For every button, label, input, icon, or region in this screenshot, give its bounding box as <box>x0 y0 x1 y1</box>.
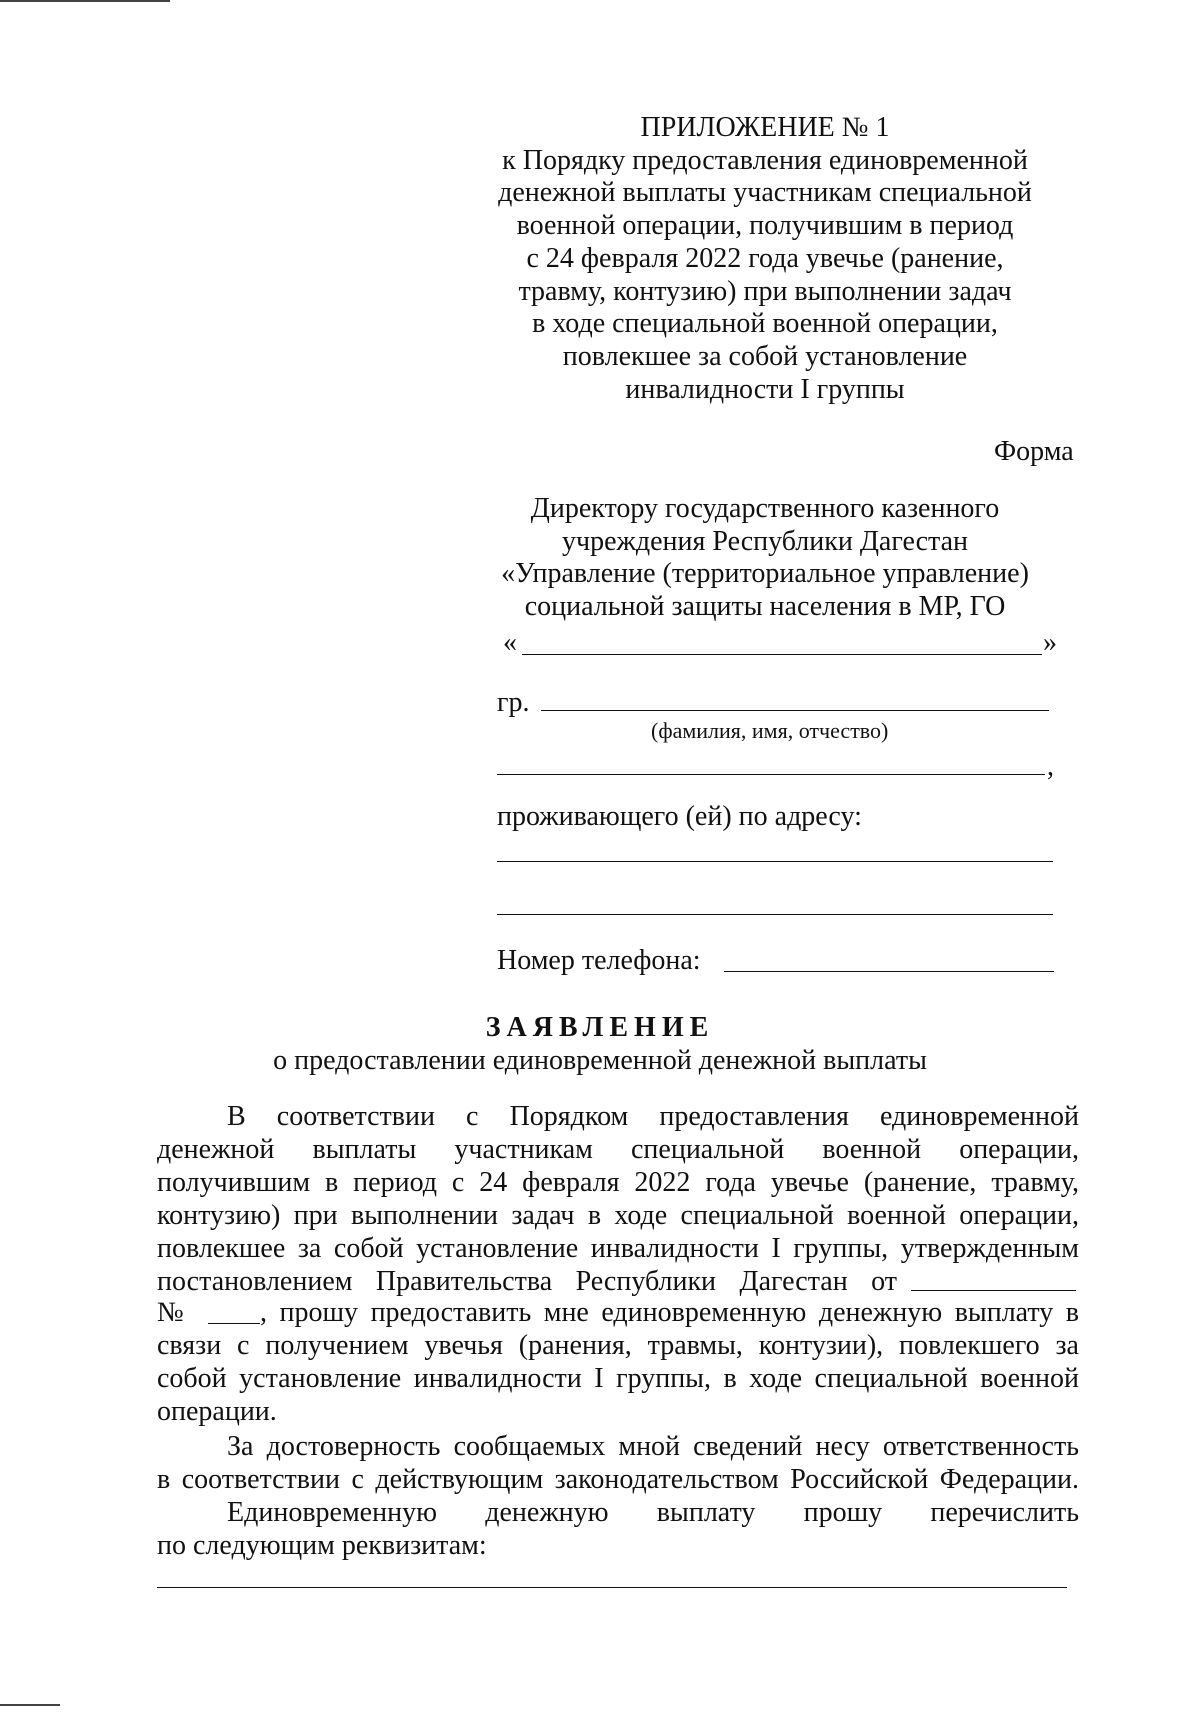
appendix-line: с 24 февраля 2022 года увечье (ранение, <box>526 242 1004 274</box>
addressee-line: учреждения Республики Дагестан <box>561 525 969 557</box>
paragraph-line: контузию) при выполнении задач в ходе специальной военной операции, <box>157 1200 1079 1231</box>
resolution-date-field[interactable] <box>911 1290 1076 1291</box>
paragraph-line: операции. <box>157 1396 277 1427</box>
addressee-line: «Управление (территориальное управление) <box>501 558 1029 589</box>
citizen-name-field-continued[interactable] <box>497 774 1045 775</box>
appendix-line: повлекшее за собой установление <box>562 340 968 372</box>
paragraph-line: получившим в период с 24 февраля 2022 года увечье (ранение, травму, <box>157 1167 1079 1198</box>
statement-paragraph-1 <box>157 1100 1079 1298</box>
paragraph-line: постановлением Правительства Республики Дагестан от <box>157 1266 897 1297</box>
statement-paragraph-1-cont <box>157 1329 1079 1428</box>
bank-details-field[interactable] <box>157 1587 1067 1588</box>
paragraph-line: связи с получением увечья (ранения, травмы, контузии), повлекшего за <box>157 1330 1079 1361</box>
statement-paragraph-2 <box>157 1430 1079 1496</box>
addressee-line: Директору государственного казенного <box>530 493 1000 524</box>
citizen-prefix: гр. <box>497 687 530 718</box>
scan-edge-mark <box>0 1704 60 1706</box>
paragraph-line: повлекшее за собой установление инвалидности I группы, утвержденным <box>157 1233 1079 1264</box>
statement-title: ЗАЯВЛЕНИЕ <box>485 1012 715 1043</box>
resolution-number-field[interactable] <box>208 1323 260 1324</box>
form-label: Форма <box>994 436 1074 467</box>
citizen-name-field[interactable] <box>541 710 1049 711</box>
appendix-line: травму, контузию) при выполнении задач <box>518 275 1012 307</box>
address-field-line-1[interactable] <box>497 861 1053 862</box>
paragraph-line: в соответствии с действующим законодательством Российской Федерации. <box>157 1464 1079 1495</box>
phone-label: Номер телефона: <box>497 945 701 976</box>
appendix-line: военной операции, получившим в период <box>516 210 1014 242</box>
address-label: проживающего (ей) по адресу: <box>497 801 862 832</box>
comma: , <box>1047 751 1054 782</box>
appendix-line: инвалидности I группы <box>625 373 905 405</box>
appendix-line: денежной выплаты участникам специальной <box>498 177 1032 209</box>
quote-open: « <box>503 627 517 658</box>
address-field-line-2[interactable] <box>497 914 1053 915</box>
addressee-line: социальной защиты населения в МР, ГО <box>524 590 1006 622</box>
paragraph-line: Единовременную денежную выплату прошу перечислить <box>227 1497 1079 1528</box>
appendix-line: в ходе специальной военной операции, <box>532 308 998 340</box>
scan-edge-mark <box>0 0 170 2</box>
statement-subtitle: о предоставлении единовременной денежной выплаты <box>273 1045 927 1076</box>
paragraph-line: денежной выплаты участникам специальной военной операции, <box>157 1134 1079 1165</box>
statement-paragraph-3 <box>157 1496 1079 1562</box>
paragraph-line: За достоверность сообщаемых мной сведений несу ответственность <box>227 1431 1079 1462</box>
paragraph-line: В соответствии с Порядком предоставления единовременной <box>227 1101 1079 1132</box>
appendix-title: ПРИЛОЖЕНИЕ № 1 <box>640 112 890 143</box>
paragraph-line: собой установление инвалидности I группы, в ходе специальной военной <box>157 1363 1079 1394</box>
addressee-block <box>480 493 1050 623</box>
name-caption: (фамилия, имя, отчество) <box>651 718 889 743</box>
paragraph-line: по следующим реквизитам: <box>157 1530 487 1561</box>
resolution-number-prefix: № <box>157 1297 184 1328</box>
appendix-line: к Порядку предоставления единовременной <box>502 144 1028 176</box>
paragraph-line: , прошу предоставить мне единовременную денежную выплату в <box>260 1297 1079 1328</box>
department-name-field[interactable] <box>522 654 1042 655</box>
appendix-header <box>470 112 1060 406</box>
phone-field[interactable] <box>724 971 1054 972</box>
quote-close: » <box>1043 627 1057 658</box>
